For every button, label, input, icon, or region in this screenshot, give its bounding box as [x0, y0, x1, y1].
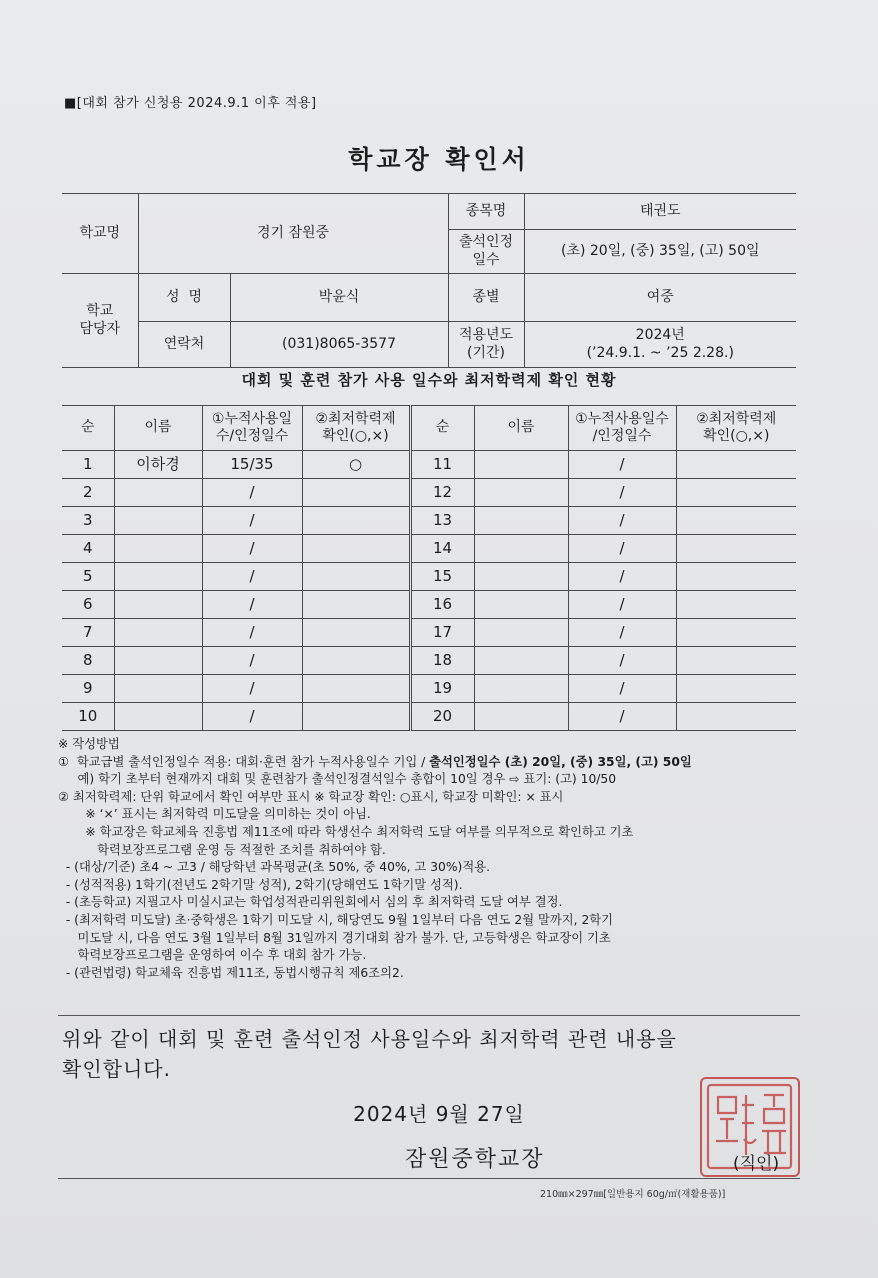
detail-below-1: - (최저학력 미도달) 초·중학생은 1학기 미도달 시, 해당연도 9월 1일부터 다음 연도 2월 말까지, 2학기: [58, 912, 614, 927]
col-no-right: 순: [410, 406, 474, 451]
row-name: [474, 563, 568, 591]
name-label: 성 명: [138, 274, 230, 322]
detail-target: - (대상/기준) 초4 ~ 고3 / 해당학년 과목평균(초 50%, 중 40%, 고 30%)적용.: [58, 860, 491, 875]
row-name: [114, 619, 202, 647]
row-name: [474, 451, 568, 479]
row-check: [676, 507, 796, 535]
row-no: 19: [410, 675, 474, 703]
attendance-value: (초) 20일, (중) 35일, (고) 50일: [524, 230, 796, 274]
row-check: [676, 647, 796, 675]
note-1: [58, 754, 803, 772]
table-row: [62, 535, 796, 563]
row-check: ○: [302, 451, 410, 479]
row-days: /: [568, 703, 676, 731]
row-check: [676, 479, 796, 507]
row-no: 16: [410, 591, 474, 619]
category-label: 종별: [448, 274, 524, 322]
row-check: [302, 619, 410, 647]
row-check: [302, 507, 410, 535]
row-days: /: [568, 507, 676, 535]
row-no: 8: [62, 647, 114, 675]
row-check: [302, 703, 410, 731]
col-check-left: ②최저학력제 확인(○,×): [302, 406, 410, 451]
row-check: [676, 591, 796, 619]
row-days: /: [568, 451, 676, 479]
row-name: [474, 675, 568, 703]
row-name: [474, 535, 568, 563]
status-table: [62, 405, 796, 731]
row-name: [114, 591, 202, 619]
detail-law: - (관련법령) 학교체육 진흥법 제11조, 동법시행규칙 제6조의2.: [58, 965, 404, 980]
confirmation-text: [62, 1024, 802, 1084]
table-row: [62, 591, 796, 619]
row-check: [676, 619, 796, 647]
row-no: 5: [62, 563, 114, 591]
notes-heading: ※ 작성방법: [58, 737, 120, 751]
row-no: 10: [62, 703, 114, 731]
note-1-example: 예) 학기 초부터 현재까지 대회 및 훈련참가 출석인정결석일수 총합이 10일 경우 ⇨ 표기: (고) 10/50: [58, 772, 617, 787]
row-name: [474, 619, 568, 647]
row-no: 12: [410, 479, 474, 507]
row-name: [114, 507, 202, 535]
form-type-note: ■[대회 참가 신청용 2024.9.1 이후 적용]: [64, 96, 317, 111]
row-days: /: [568, 535, 676, 563]
row-check: [676, 675, 796, 703]
row-no: 4: [62, 535, 114, 563]
row-days: /: [568, 647, 676, 675]
col-days-left: ①누적사용일 수/인정일수: [202, 406, 302, 451]
row-name: [114, 647, 202, 675]
instructions: [58, 736, 803, 982]
note-2-principal-1: ※ 학교장은 학교체육 진흥법 제11조에 따라 학생선수 최저학력 도달 여부를 의무적으로 확인하고 기초: [58, 824, 634, 839]
row-name: [114, 479, 202, 507]
row-check: [302, 591, 410, 619]
row-days: /: [568, 591, 676, 619]
sport-label: 종목명: [448, 194, 524, 230]
school-value: 경기 잠원중: [138, 194, 448, 274]
row-check: [676, 563, 796, 591]
row-days: /: [568, 619, 676, 647]
row-no: 1: [62, 451, 114, 479]
row-check: [302, 479, 410, 507]
note-1-bold: 출석인정일수 (초) 20일, (중) 35일, (고) 50일: [429, 754, 692, 769]
paper-spec: 210㎜×297㎜[일반용지 60g/㎡(재활용품)]: [540, 1189, 726, 1200]
divider: [58, 1015, 800, 1016]
bottom-divider: [58, 1178, 800, 1179]
table-row: [62, 675, 796, 703]
row-check: [302, 535, 410, 563]
attendance-label: 출석인정 일수: [448, 230, 524, 274]
row-no: 15: [410, 563, 474, 591]
col-name-right: 이름: [474, 406, 568, 451]
year-cell: [524, 322, 796, 368]
row-no: 9: [62, 675, 114, 703]
row-days: /: [202, 507, 302, 535]
row-name: [474, 591, 568, 619]
school-label: 학교명: [62, 194, 138, 274]
table-row: [62, 703, 796, 731]
row-days: /: [202, 479, 302, 507]
year-period: (’24.9.1. ~ ’25 2.28.): [586, 344, 734, 361]
row-name: 이하경: [114, 451, 202, 479]
row-no: 3: [62, 507, 114, 535]
row-days: /: [202, 535, 302, 563]
table-row: [62, 647, 796, 675]
table-row: [62, 563, 796, 591]
row-no: 7: [62, 619, 114, 647]
row-days: /: [202, 675, 302, 703]
row-name: [114, 535, 202, 563]
manager-label: 학교 담당자: [62, 274, 138, 368]
row-check: [676, 535, 796, 563]
row-no: 20: [410, 703, 474, 731]
row-no: 2: [62, 479, 114, 507]
confirmation-line-1: 위와 같이 대회 및 훈련 출석인정 사용일수와 최저학력 관련 내용을: [62, 1027, 677, 1051]
year-label: 적용년도 (기간): [448, 322, 524, 368]
note-2: ② 최저학력제: 단위 학교에서 확인 여부만 표시 ※ 학교장 확인: ○표시, 학교장 미확인: × 표시: [58, 789, 564, 804]
table-row: [62, 479, 796, 507]
contact-label: 연락처: [138, 322, 230, 368]
row-days: 15/35: [202, 451, 302, 479]
row-days: /: [568, 675, 676, 703]
row-check: [302, 563, 410, 591]
table-row: [62, 507, 796, 535]
sport-value: 태권도: [524, 194, 796, 230]
note-2-principal-2: 학력보장프로그램 운영 등 적절한 조치를 취하여야 함.: [58, 842, 386, 857]
row-no: 18: [410, 647, 474, 675]
page-title: 학교장 확인서: [348, 145, 530, 174]
row-name: [114, 563, 202, 591]
col-name-left: 이름: [114, 406, 202, 451]
confirmation-line-2: 확인합니다.: [62, 1057, 171, 1081]
category-value: 여중: [524, 274, 796, 322]
year-value: 2024년: [635, 327, 685, 343]
row-days: /: [202, 619, 302, 647]
row-no: 11: [410, 451, 474, 479]
row-check: [302, 675, 410, 703]
row-days: /: [202, 591, 302, 619]
detail-below-3: 학력보장프로그램을 운영하여 이수 후 대회 참가 가능.: [58, 948, 367, 963]
issue-date: 2024년 9월 27일: [353, 1102, 525, 1126]
row-name: [474, 507, 568, 535]
detail-grades: - (성적적용) 1학기(전년도 2학기말 성적), 2학기(당해연도 1학기말 성적).: [58, 877, 463, 892]
info-table: [62, 193, 796, 368]
row-name: [114, 675, 202, 703]
row-name: [114, 703, 202, 731]
row-days: /: [202, 563, 302, 591]
row-check: [676, 703, 796, 731]
row-no: 6: [62, 591, 114, 619]
col-no-left: 순: [62, 406, 114, 451]
row-name: [474, 703, 568, 731]
row-days: /: [202, 703, 302, 731]
status-table-title: 대회 및 훈련 참가 사용 일수와 최저학력제 확인 현황: [241, 371, 617, 389]
row-days: /: [202, 647, 302, 675]
table-header-row: [62, 406, 796, 451]
name-value: 박윤식: [230, 274, 448, 322]
table-row: [62, 451, 796, 479]
row-check: [302, 647, 410, 675]
note-2-x: ※ ‘×’ 표시는 최저학력 미도달을 의미하는 것이 아님.: [58, 807, 371, 822]
table-row: [62, 619, 796, 647]
seal-mark: (직인): [733, 1154, 780, 1174]
row-check: [676, 451, 796, 479]
row-no: 17: [410, 619, 474, 647]
col-check-right: ②최저학력제 확인(○,×): [676, 406, 796, 451]
col-days-right: ①누적사용일수 /인정일수: [568, 406, 676, 451]
row-days: /: [568, 563, 676, 591]
row-name: [474, 479, 568, 507]
row-no: 14: [410, 535, 474, 563]
row-name: [474, 647, 568, 675]
detail-elementary: - (초등학교) 지필고사 미실시교는 학업성적관리위원회에서 심의 후 최저학력 도달 여부 결정.: [58, 895, 563, 910]
note-1-text: ① 학교급별 출석인정일수 적용: 대회·훈련 참가 누적사용일수 기입 /: [58, 754, 430, 769]
row-days: /: [568, 479, 676, 507]
contact-value: (031)8065-3577: [230, 322, 448, 368]
principal-title: 잠원중학교장: [405, 1147, 545, 1172]
row-no: 13: [410, 507, 474, 535]
detail-below-2: 미도달 시, 다음 연도 3월 1일부터 8월 31일까지 경기대회 참가 불가. 단, 고등학생은 학교장이 기초: [58, 930, 611, 945]
